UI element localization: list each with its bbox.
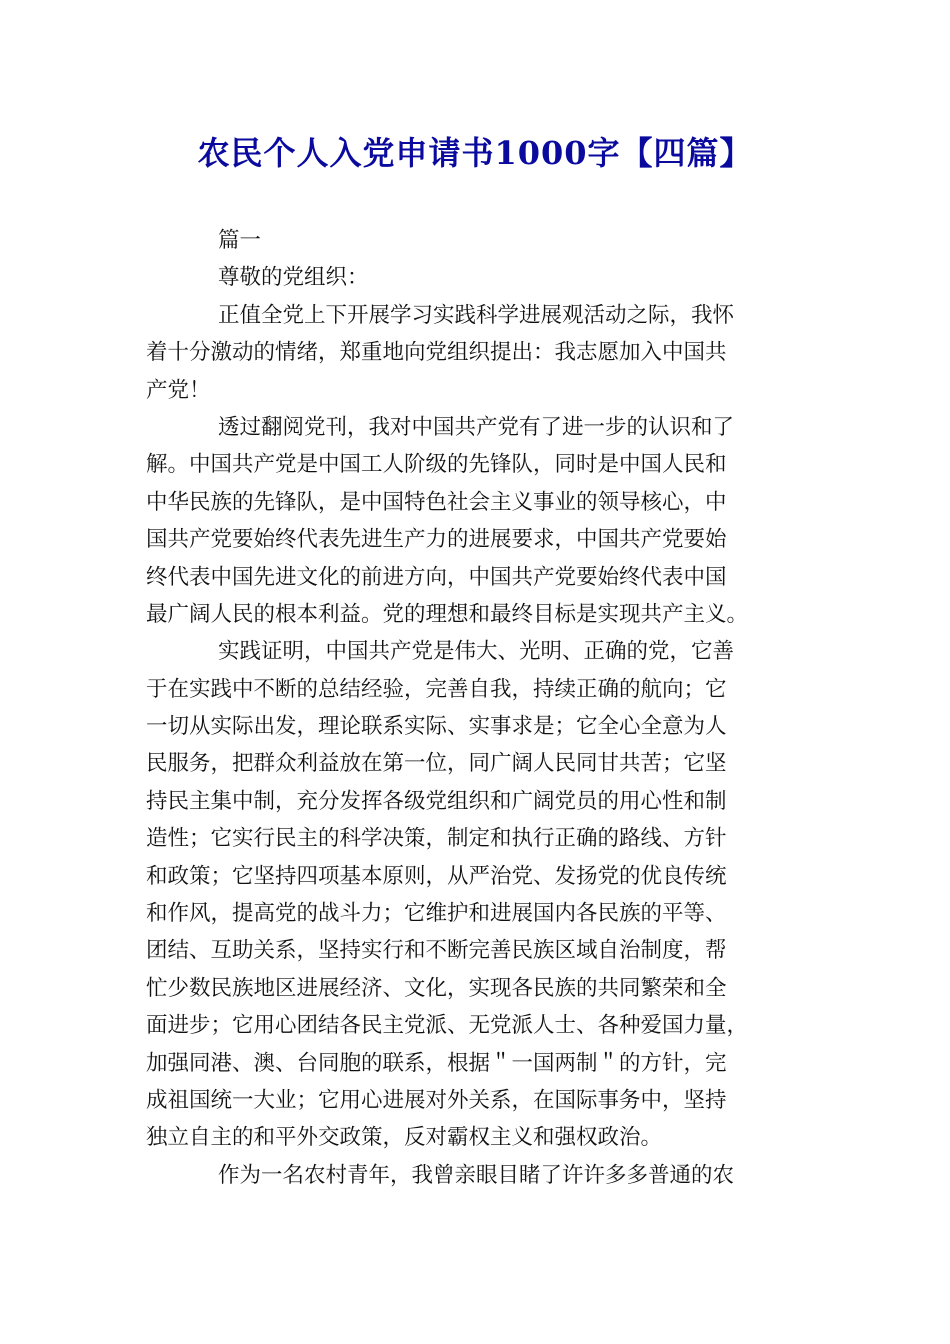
text-line: 面进步；它用心团结各民主党派、无党派人士、各种爱国力量， (146, 1013, 749, 1039)
text-line: 加强同港、澳、台同胞的联系，根据＂一国两制＂的方针，完 (146, 1050, 727, 1076)
text-line: 解。中国共产党是中国工人阶级的先锋队，同时是中国人民和 (146, 452, 727, 478)
text-line: 于在实践中不断的总结经验，完善自我，持续正确的航向；它 (146, 676, 727, 702)
text-line: 着十分激动的情绪，郑重地向党组织提出：我志愿加入中国共 (146, 340, 727, 366)
text-line: 透过翻阅党刊，我对中国共产党有了进一步的认识和了 (218, 414, 735, 440)
document-title: 农民个人入党申请书1000字【四篇】 (197, 134, 753, 172)
text-line: 和政策；它坚持四项基本原则，从严治党、发扬党的优良传统 (146, 863, 727, 889)
text-line: 产党！ (146, 377, 211, 403)
text-line: 造性；它实行民主的科学决策，制定和执行正确的路线、方针 (146, 826, 727, 852)
text-line: 团结、互助关系，坚持实行和不断完善民族区域自治制度，帮 (146, 938, 727, 964)
text-line: 终代表中国先进文化的前进方向，中国共产党要始终代表中国 (146, 564, 727, 590)
text-line: 民服务，把群众利益放在第一位，同广阔人民同甘共苦；它坚 (146, 751, 727, 777)
text-line: 国共产党要始终代表先进生产力的进展要求，中国共产党要始 (146, 527, 727, 553)
text-line: 持民主集中制，充分发挥各级党组织和广阔党员的用心性和制 (146, 788, 727, 814)
text-line: 一切从实际出发，理论联系实际、实事求是；它全心全意为人 (146, 714, 727, 740)
text-line: 正值全党上下开展学习实践科学进展观活动之际，我怀 (218, 302, 735, 328)
text-line: 最广阔人民的根本利益。党的理想和最终目标是实现共产主义。 (146, 601, 749, 627)
text-line: 忙少数民族地区进展经济、文化，实现各民族的共同繁荣和全 (146, 975, 727, 1001)
text-line: 和作风，提高党的战斗力；它维护和进展国内各民族的平等、 (146, 901, 727, 927)
section-label: 篇一 (218, 228, 262, 253)
text-line: 实践证明，中国共产党是伟大、光明、正确的党，它善 (218, 639, 735, 665)
text-line: 中华民族的先锋队，是中国特色社会主义事业的领导核心，中 (146, 489, 727, 515)
text-line: 成祖国统一大业；它用心进展对外关系，在国际事务中，坚持 (146, 1087, 727, 1113)
salutation: 尊敬的党组织： (218, 265, 369, 291)
document-body (146, 222, 796, 1194)
text-line: 独立自主的和平外交政策，反对霸权主义和强权政治。 (146, 1125, 663, 1151)
text-line: 作为一名农村青年，我曾亲眼目睹了许许多多普通的农 (218, 1162, 735, 1188)
